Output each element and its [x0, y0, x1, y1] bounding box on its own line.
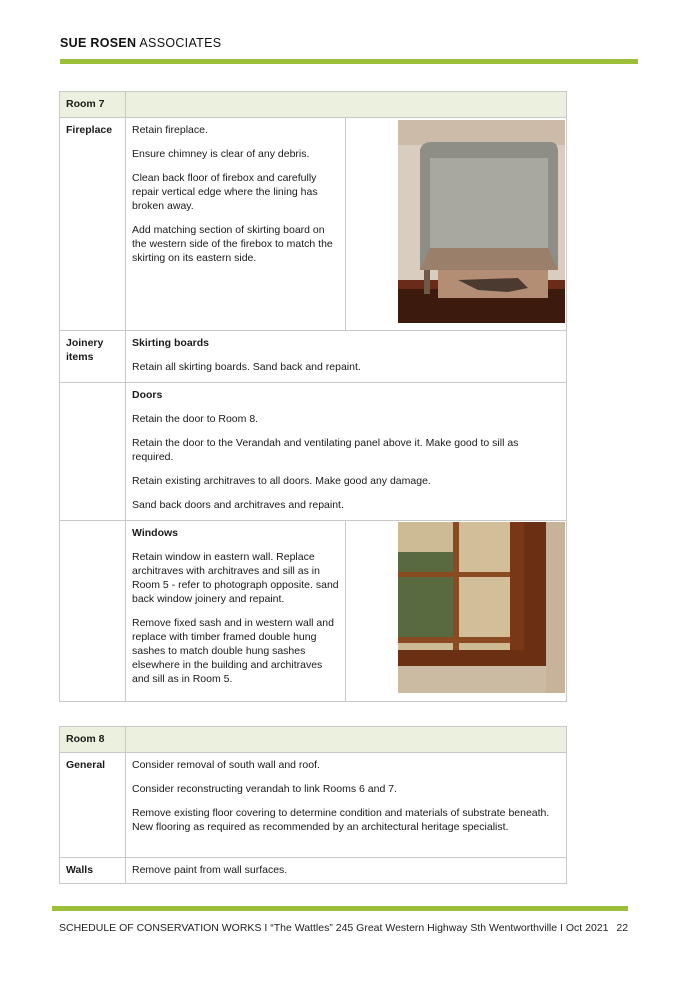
window-photo-icon: [398, 522, 565, 693]
fireplace-photo-icon: [398, 120, 565, 323]
general-row: [60, 753, 567, 858]
general-label: General: [60, 753, 126, 858]
skirting-row: [60, 331, 567, 383]
list-item: Clean back floor of firebox and carefully repair vertical edge where the lining has broken away.: [132, 172, 318, 212]
list-item: Remove paint from wall surfaces.: [132, 864, 288, 876]
footer-rule: [52, 906, 628, 911]
joinery-label: Joinery items: [60, 331, 126, 383]
list-item: Remove fixed sash and in western wall and replace with timber framed double hung sashes to match double hung sashes elsewhere in the building and architraves and sill as in Room 5.: [132, 617, 334, 685]
header-rule: [60, 59, 638, 64]
list-item: Retain the door to the Verandah and ventilating panel above it. Make good to sill as required.: [132, 437, 519, 463]
footer-text: SCHEDULE OF CONSERVATION WORKS I “The Wattles” 245 Great Western Highway Sth Wentworthville I Oct 2021: [59, 922, 609, 934]
list-item: Retain window in eastern wall. Replace architraves with architraves and sill as in Room 5 - refer to photograph opposite. sand back window joinery and repaint.: [132, 551, 339, 605]
page-footer: [59, 922, 628, 934]
windows-items: [126, 521, 346, 702]
list-item: Retain fireplace.: [132, 124, 208, 136]
walls-items: [126, 858, 567, 884]
general-items: [126, 753, 567, 858]
page-number: 22: [616, 922, 629, 934]
list-item: Consider reconstructing verandah to link Rooms 6 and 7.: [132, 783, 397, 795]
skirting-items: [126, 331, 567, 383]
skirting-heading: Skirting boards: [132, 337, 210, 349]
doors-heading: Doors: [132, 389, 163, 401]
room-7-header-row: [60, 92, 567, 118]
list-item: Remove existing floor covering to determine condition and materials of substrate beneath. New flooring as required as recommended by an architectural heritage specialist.: [132, 807, 550, 833]
doors-items: [126, 383, 567, 521]
list-item: Retain existing architraves to all doors. Make good any damage.: [132, 475, 431, 487]
list-item: Ensure chimney is clear of any debris.: [132, 148, 310, 160]
list-item: Retain all skirting boards. Sand back and repaint.: [132, 361, 361, 373]
list-item: Consider removal of south wall and roof.: [132, 759, 320, 771]
brand-suffix: ASSOCIATES: [139, 36, 222, 50]
list-item: Retain the door to Room 8.: [132, 413, 259, 425]
room-8-title: Room 8: [60, 727, 126, 753]
list-item: Add matching section of skirting board on the western side of the firebox to match the skirting on its eastern side.: [132, 224, 333, 264]
brand-logo: [60, 36, 221, 50]
room-8-header-row: [60, 727, 567, 753]
windows-heading: Windows: [132, 527, 178, 539]
fireplace-photo: [398, 120, 565, 323]
walls-row: [60, 858, 567, 884]
window-photo: [398, 522, 565, 693]
fireplace-label: Fireplace: [60, 118, 126, 331]
walls-label: Walls: [60, 858, 126, 884]
brand-name: SUE ROSEN: [60, 36, 137, 50]
fireplace-items: [126, 118, 346, 331]
list-item: Sand back doors and architraves and repaint.: [132, 499, 344, 511]
room-7-title: Room 7: [60, 92, 126, 118]
doors-row: [60, 383, 567, 521]
room-8-table: [59, 726, 567, 884]
